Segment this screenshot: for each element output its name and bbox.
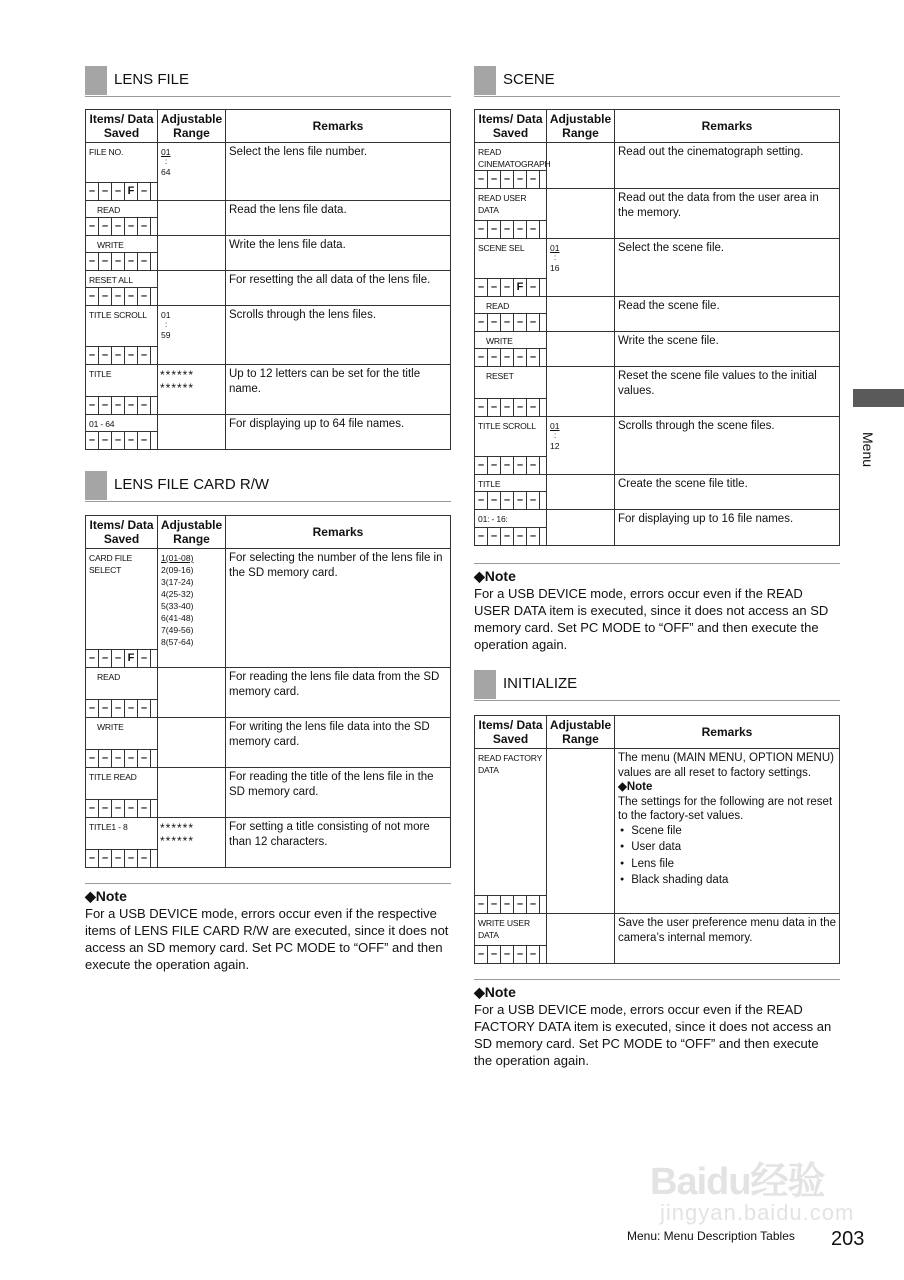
flags-row: – – – F – — [86, 649, 157, 667]
table-row — [86, 201, 451, 236]
remarks-text: For writing the lens file data into the SD memory card. — [229, 721, 430, 748]
card-table — [85, 515, 451, 868]
flags-row: – – – – – — [86, 431, 157, 449]
flags-row: – – – – – — [475, 348, 546, 366]
list-item: ● User data — [632, 840, 836, 857]
lens-file-table — [85, 109, 451, 450]
flags-row: – – – – – — [475, 456, 546, 474]
section-header-scene — [474, 66, 840, 97]
item-label: SCENE SEL — [478, 243, 525, 253]
remarks-text: For displaying up to 64 file names. — [229, 418, 405, 430]
remarks-text: Create the scene file title. — [618, 478, 748, 490]
col-header-remarks: Remarks — [226, 516, 451, 549]
table-row — [475, 914, 840, 964]
footer-text: Menu: Menu Description Tables — [627, 1229, 795, 1243]
remarks-text: Save the user preference menu data in the camera’s internal memory. — [618, 917, 837, 944]
remarks-text: For reading the lens file data from the SD memory card. — [229, 671, 440, 698]
flags-row: – – – – – — [475, 945, 546, 963]
table-row — [475, 475, 840, 510]
item-label: READ — [486, 301, 510, 311]
remarks-cell: Select the lens file number. — [226, 143, 451, 201]
sub-note-text: The settings for the following are not reset to the factory-set values. — [618, 795, 833, 822]
section-marker — [474, 670, 496, 699]
col-header-items: Items/ Data Saved — [475, 716, 547, 749]
col-header-remarks: Remarks — [615, 110, 840, 143]
table-row — [475, 749, 840, 914]
remarks-text: Write the scene file. — [618, 335, 719, 347]
page-number: 203 — [831, 1228, 865, 1250]
flags-row: – – – – – — [86, 849, 157, 867]
col-header-range: Adjustable Range — [547, 716, 615, 749]
table-row: SCENE SEL – – – F – 01 : 16 Select the scene file. — [475, 239, 840, 297]
section-title: LENS FILE CARD R/W — [114, 476, 270, 493]
remarks-text: For displaying up to 16 file names. — [618, 513, 794, 525]
remarks-text: The menu (MAIN MENU, OPTION MENU) values are all reset to factory settings. — [618, 752, 834, 779]
flags-row: – – – – – — [475, 895, 546, 913]
item-label: READ CINEMATOGRAPH — [478, 147, 551, 169]
item-label: READ FACTORY DATA — [478, 753, 542, 775]
flags-row: – – – – – — [475, 398, 546, 416]
item-label: READ — [97, 672, 121, 682]
remarks-text: For selecting the number of the lens file in the SD memory card. — [229, 552, 443, 579]
table-row — [86, 818, 451, 868]
list-item: ● Scene file — [632, 824, 836, 841]
col-header-items: Items/ Data Saved — [475, 110, 547, 143]
remarks-text: For reading the title of the lens file in the SD memory card. — [229, 771, 434, 798]
table-row — [86, 271, 451, 306]
remarks-text: Write the lens file data. — [229, 239, 346, 251]
remarks-text: Read the scene file. — [618, 300, 720, 312]
item-cell — [86, 143, 158, 201]
item-label: TITLE SCROLL — [89, 310, 147, 320]
item-label: READ USER DATA — [478, 193, 527, 215]
list-item: ● Black shading data — [632, 873, 836, 890]
title-chars: ****** ****** — [160, 368, 195, 395]
section-title: LENS FILE — [114, 71, 190, 88]
table-row — [86, 549, 451, 668]
col-header-range: Adjustable Range — [547, 110, 615, 143]
list-item: ● Lens file — [632, 857, 836, 874]
remarks-text: Read the lens file data. — [229, 204, 347, 216]
remarks-text: Select the scene file. — [618, 242, 725, 254]
item-label: RESET — [486, 371, 514, 381]
initialize-table — [474, 715, 840, 964]
range-list: 1(01-08) 2(09-16) 3(17-24) 4(25-32) 5(33-40) 6(41-48) 7(49-56) 8(57-64) — [161, 553, 194, 647]
flags-row: – – – – – — [86, 749, 157, 767]
item-label: READ — [97, 205, 121, 215]
note-heading: ◆Note — [85, 888, 127, 904]
section-title: SCENE — [503, 71, 555, 88]
table-row — [86, 415, 451, 450]
note-heading: ◆Note — [474, 568, 516, 584]
side-tab-marker — [853, 389, 904, 407]
table-row — [86, 768, 451, 818]
section-marker — [85, 471, 107, 500]
table-row — [86, 668, 451, 718]
note-scene — [474, 563, 840, 653]
table-row — [86, 236, 451, 271]
col-header-remarks: Remarks — [615, 716, 840, 749]
table-row — [475, 143, 840, 189]
section-marker — [85, 66, 107, 95]
note-heading: ◆Note — [474, 984, 516, 1000]
flags-row: – – – – – — [475, 313, 546, 331]
remarks-text: For resetting the all data of the lens file. — [229, 274, 431, 286]
section-header-initialize — [474, 670, 840, 701]
sub-note-heading: ◆Note — [618, 781, 653, 793]
col-header-items: Items/ Data Saved — [86, 516, 158, 549]
note-initialize — [474, 979, 840, 1069]
remarks-text: Read out the data from the user area in the memory. — [618, 192, 819, 219]
remarks-text: Scrolls through the lens files. — [229, 309, 377, 321]
item-label: TITLE1 - 8 — [89, 822, 128, 832]
side-label: Menu — [860, 432, 876, 468]
item-label: FILE NO. — [89, 147, 124, 157]
remarks-block — [615, 749, 839, 890]
item-label: WRITE — [486, 336, 513, 346]
table-row: TITLE SCROLL – – – – – 01 : 12 Scrolls through the scene files. — [475, 417, 840, 475]
item-label: WRITE USER DATA — [478, 918, 530, 940]
remarks-text: Scrolls through the scene files. — [618, 420, 775, 432]
table-row: TITLE SCROLL – – – – – 01 : 59 Scrolls through the lens files. — [86, 306, 451, 365]
flags-row: – – – – – — [475, 220, 546, 238]
table-row — [475, 189, 840, 239]
scene-table — [474, 109, 840, 546]
flags-row: – – – – – — [475, 491, 546, 509]
flags-row: – – – – – — [475, 527, 546, 545]
col-header-remarks: Remarks — [226, 110, 451, 143]
remarks-text: Read out the cinematograph setting. — [618, 146, 804, 158]
section-title: INITIALIZE — [503, 675, 578, 692]
item-label: 01: - 16: — [478, 514, 508, 524]
item-label: WRITE — [97, 722, 124, 732]
note-text: For a USB DEVICE mode, errors occur even if the READ FACTORY DATA item is executed, since it does not access an SD memory card. Set PC MODE to “OFF” and then execute the operation again. — [474, 1002, 832, 1068]
item-label: 01 - 64 — [89, 419, 115, 429]
flags-row: – – – – – — [86, 287, 157, 305]
section-marker — [474, 66, 496, 95]
table-row — [475, 297, 840, 332]
remarks-text: Reset the scene file values to the initial values. — [618, 370, 817, 397]
table-row — [86, 365, 451, 415]
item-label: TITLE — [478, 479, 501, 489]
table-row — [86, 143, 451, 201]
item-label: TITLE — [89, 369, 112, 379]
flags-row: – – – – – — [86, 396, 157, 414]
item-label: RESET ALL — [89, 275, 133, 285]
table-row — [475, 332, 840, 367]
item-label: CARD FILE SELECT — [89, 553, 133, 575]
flags-row: – – – – – — [86, 252, 157, 270]
flags-row: – – – – – — [86, 346, 157, 364]
section-header-lens-file — [85, 66, 451, 97]
table-row — [475, 367, 840, 417]
flags-row: – – – F – — [86, 182, 157, 200]
title-chars: ****** ****** — [160, 821, 195, 848]
table-row — [475, 510, 840, 546]
table-row — [86, 718, 451, 768]
range-cell: 01 : 64 — [158, 143, 226, 201]
col-header-range: Adjustable Range — [158, 516, 226, 549]
remarks-text: For setting a title consisting of not more than 12 characters. — [229, 821, 430, 848]
watermark: Baidu经验 jingyan.baidu.com — [650, 1161, 855, 1225]
note-text: For a USB DEVICE mode, errors occur even if the READ USER DATA item is executed, since it does not access an SD memory card. Set PC MODE to “OFF” and then execute the operation again. — [474, 586, 829, 652]
note-left — [85, 883, 451, 973]
flags-row: – – – – – — [475, 170, 546, 188]
item-label: TITLE SCROLL — [478, 421, 536, 431]
section-header-card — [85, 471, 451, 502]
bullet-list — [618, 824, 836, 890]
col-header-range: Adjustable Range — [158, 110, 226, 143]
flags-row: – – – F – — [475, 278, 546, 296]
flags-row: – – – – – — [86, 799, 157, 817]
item-label: TITLE READ — [89, 772, 137, 782]
note-text: For a USB DEVICE mode, errors occur even if the respective items of LENS FILE CARD R/W are executed, since it does not access an SD memory card. Set PC MODE to “OFF” and then execute the operation again. — [85, 906, 449, 972]
item-label: WRITE — [97, 240, 124, 250]
flags-row: – – – – – — [86, 217, 157, 235]
flags-row: – – – – – — [86, 699, 157, 717]
col-header-items: Items/ Data Saved — [86, 110, 158, 143]
remarks-text: Up to 12 letters can be set for the title name. — [229, 368, 421, 395]
